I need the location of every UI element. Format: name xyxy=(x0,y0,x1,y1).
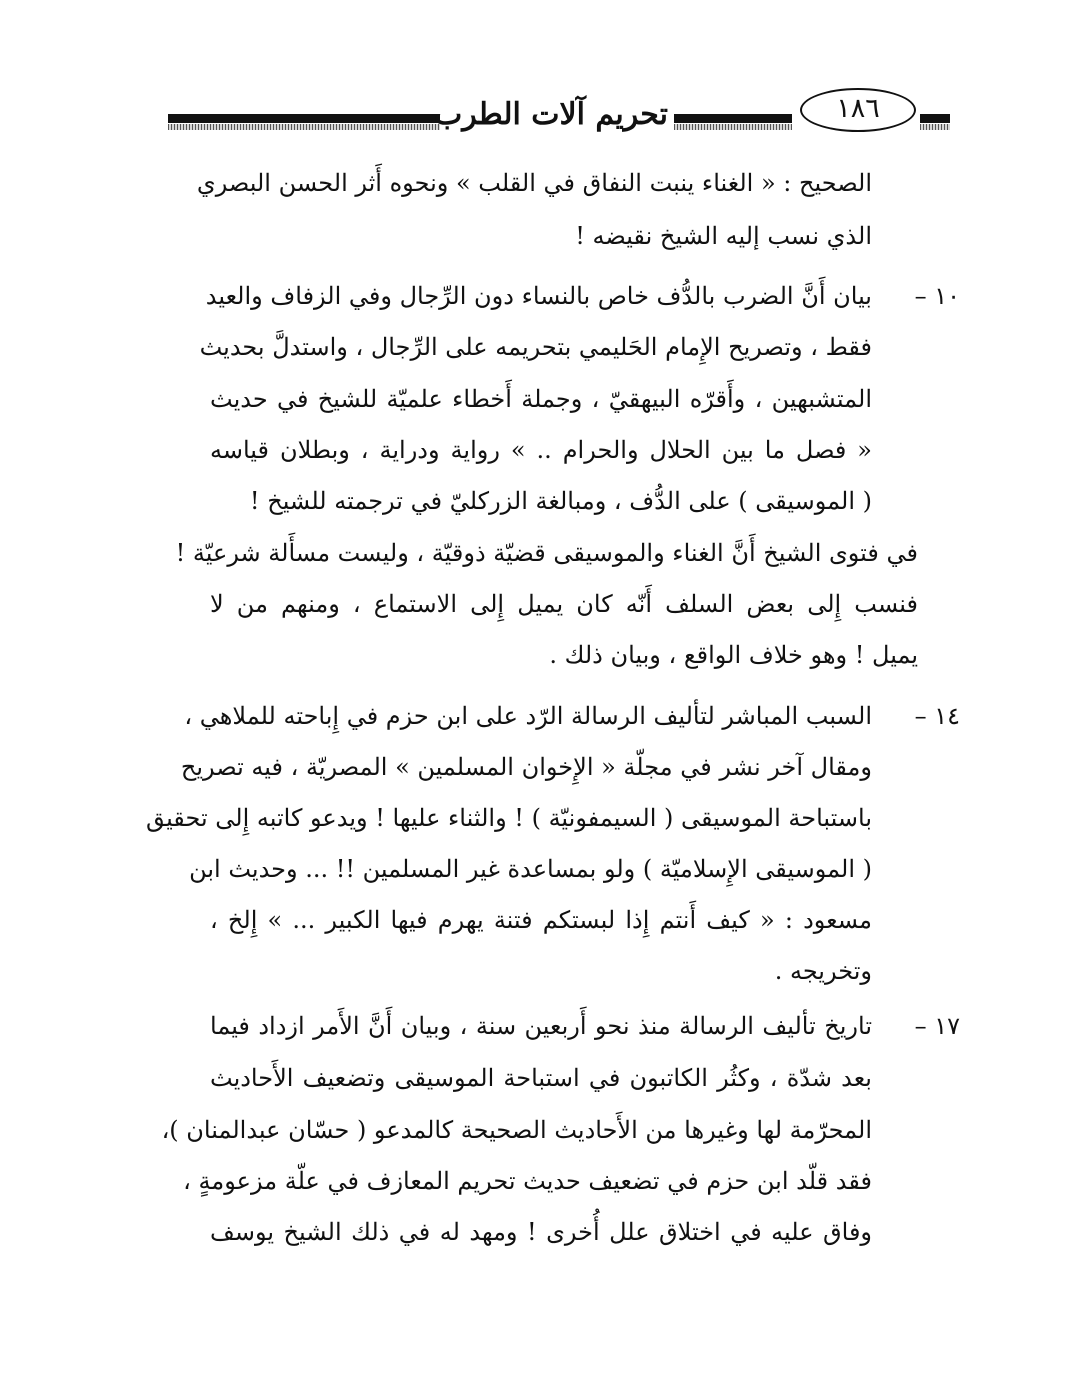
text-line: الصحيح : « الغناء ينبت النفاق في القلب » ونحوه أَثر الحسن البصري xyxy=(196,169,872,197)
text-line: ( الموسيقى ) على الدُّف ، ومبالغة الزركليّ في ترجمته للشيخ ! xyxy=(249,487,872,515)
header-title: تحريم آلات الطرب xyxy=(433,97,668,132)
text-line: « فصل ما بين الحلال والحرام .. » رواية ودراية ، وبطلان قياسه xyxy=(210,436,872,464)
item-number: ١٤ – xyxy=(914,702,960,730)
text-line: ومقال آخر نشر في مجلّة « الإِخوان المسلمين » المصريّة ، فيه تصريح xyxy=(180,753,872,781)
text-line: الذي نسب إليه الشيخ نقيضه ! xyxy=(575,222,872,250)
text-line: فنسب إِلى بعض السلف أَنّه كان يميل إِلى الاستماع ، ومنهم من لا xyxy=(210,590,918,618)
page-number: ١٨٦ xyxy=(800,88,916,132)
text-line: وتخريجه . xyxy=(774,957,872,985)
text-line: بعد شدّة ، وكثُر الكاتبون في استباحة الموسيقى وتضعيف الأَحاديث xyxy=(210,1064,872,1092)
text-line: مسعود : « كيف أَنتم إِذا لبستكم فتنة يهرم فيها الكبير ... » إِلخ ، xyxy=(210,906,872,934)
text-line: ( الموسيقى الإِسلاميّة ) ولو بمساعدة غير المسلمين !! ... وحديث ابن xyxy=(189,855,872,883)
text-line: المتشبهين ، وأَقرّه البيهقيّ ، وجملة أَخطاء علميّة للشيخ في حديث xyxy=(210,385,872,413)
text-line: بيان أَنَّ الضرب بالدُّف خاص بالنساء دون الرِّجال وفي الزفاف والعيد xyxy=(205,282,872,310)
text-line: في فتوى الشيخ أَنَّ الغناء والموسيقى قضيّة ذوقيّة ، وليست مسأَلة شرعيّة ! xyxy=(175,539,918,567)
item-number: ١٧ – xyxy=(914,1012,960,1040)
text-line: فقط ، وتصريح الإِمام الحَليمي بتحريمه على الرِّجال ، واستدلَّ بحديث xyxy=(199,333,872,361)
text-line: تاريخ تأليف الرسالة منذ نحو أَربعين سنة ، وبيان أَنَّ الأَمر ازداد فيما xyxy=(210,1012,872,1040)
text-line: فقد قلّد ابن حزم في تضعيف حديث تحريم المعازف في علّة مزعومةٍ ، xyxy=(183,1167,872,1195)
text-line: باستباحة الموسيقى ( السيمفونيّة ) ! والثناء عليها ! ويدعو كاتبه إِلى تحقيق xyxy=(146,804,872,832)
text-line: المحرّمة لها وغيرها من الأَحاديث الصحيحة كالمدعو ( حسّان عبدالمنان )، xyxy=(161,1116,872,1144)
text-line: وفاق عليه في اختلاق علل أُخرى ! ومهد له في ذلك الشيخ يوسف xyxy=(210,1218,872,1246)
item-number: ١٠ – xyxy=(914,282,960,310)
text-line: يميل ! وهو خلاف الواقع ، وبيان ذلك . xyxy=(549,641,918,669)
text-line: السبب المباشر لتأليف الرسالة الرّد على ابن حزم في إِباحته للملاهي ، xyxy=(184,702,872,730)
